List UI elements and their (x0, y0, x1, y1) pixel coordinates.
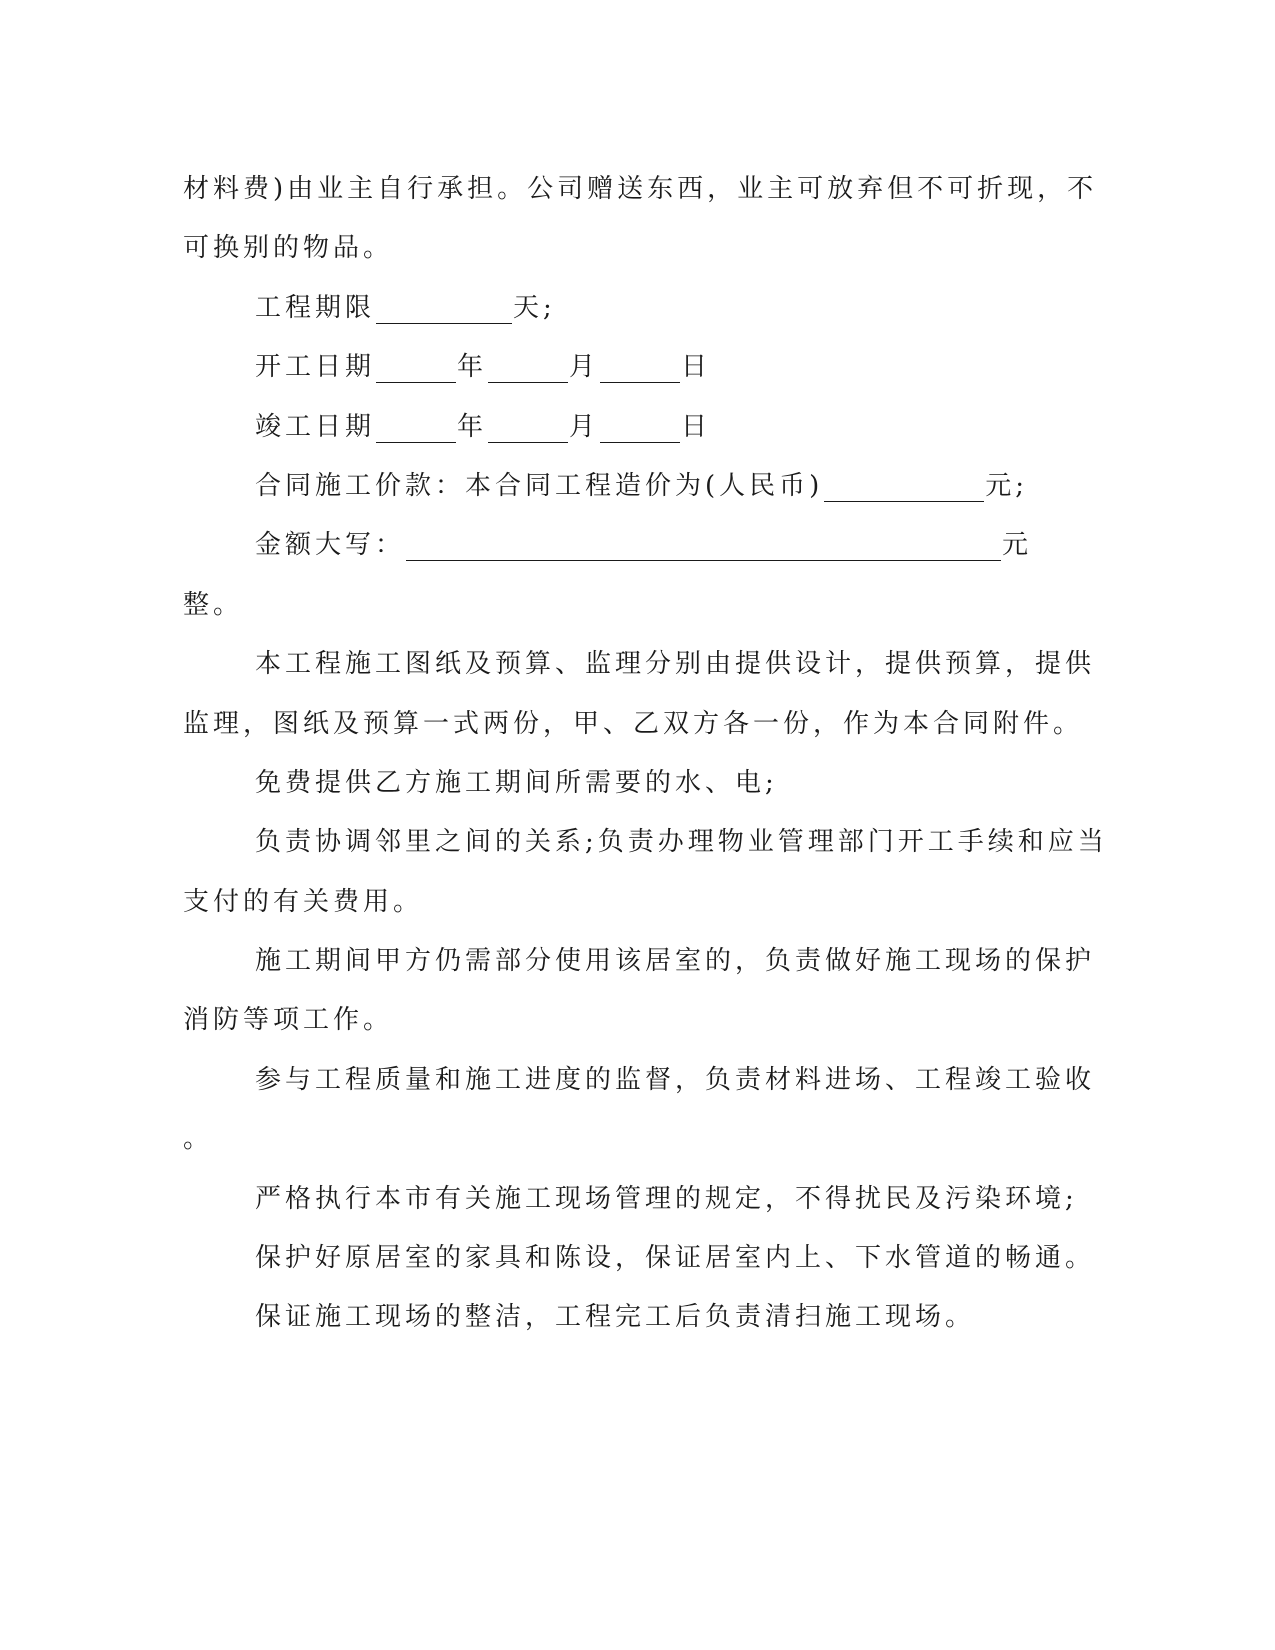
duration-unit: 天; (513, 292, 556, 323)
price-unit: 元; (985, 470, 1029, 501)
duration-blank[interactable] (376, 289, 512, 324)
end-month-unit: 月 (569, 411, 600, 442)
end-date-label: 竣工日期 (255, 411, 376, 442)
paragraph-line: 负责协调邻里之间的关系;负责办理物业管理部门开工手续和应当 (255, 827, 1108, 858)
start-day-blank[interactable] (600, 348, 680, 383)
start-month-unit: 月 (569, 352, 600, 383)
end-year-unit: 年 (457, 411, 488, 442)
text-line: 可换别的物品。 (183, 233, 394, 264)
amount-words-line (183, 516, 1043, 575)
paragraph-line: 保证施工现场的整洁，工程完工后负责清扫施工现场。 (255, 1302, 976, 1333)
end-date-line (183, 398, 1043, 457)
start-date-label: 开工日期 (255, 352, 376, 383)
paragraph-line: 保护好原居室的家具和陈设，保证居室内上、下水管道的畅通。 (255, 1243, 1096, 1274)
amount-words-tail: 整。 (183, 589, 244, 620)
paragraph-line: 。 (183, 1124, 214, 1155)
paragraph-line: 支付的有关费用。 (183, 886, 424, 917)
amount-words-blank[interactable] (406, 526, 1001, 561)
duration-line (183, 279, 1043, 338)
start-month-blank[interactable] (488, 348, 568, 383)
start-date-line (183, 338, 1043, 397)
text-line: 材料费)由业主自行承担。公司赠送东西，业主可放弃但不可折现，不 (183, 174, 1098, 204)
end-day-unit: 日 (681, 411, 712, 442)
paragraph-line: 严格执行本市有关施工现场管理的规定，不得扰民及污染环境; (255, 1183, 1078, 1214)
document-body (183, 160, 1108, 1348)
amount-words-label: 金额大写： (255, 530, 406, 561)
price-line (183, 457, 1043, 516)
paragraph-line: 本工程施工图纸及预算、监理分别由提供设计，提供预算，提供 (255, 649, 1096, 680)
paragraph-line: 参与工程质量和施工进度的监督，负责材料进场、工程竣工验收 (255, 1064, 1096, 1095)
paragraph-line: 监理，图纸及预算一式两份，甲、乙双方各一份，作为本合同附件。 (183, 708, 1084, 739)
end-month-blank[interactable] (488, 408, 568, 443)
start-day-unit: 日 (681, 352, 712, 383)
paragraph-line: 消防等项工作。 (183, 1005, 394, 1036)
price-label: 合同施工价款：本合同工程造价为(人民币) (255, 470, 824, 501)
amount-words-unit: 元 (1002, 530, 1033, 561)
start-year-blank[interactable] (376, 348, 456, 383)
paragraph-line: 施工期间甲方仍需部分使用该居室的，负责做好施工现场的保护 (255, 946, 1096, 977)
duration-label: 工程期限 (255, 292, 376, 323)
start-year-unit: 年 (457, 352, 488, 383)
price-blank[interactable] (824, 467, 984, 502)
end-year-blank[interactable] (376, 408, 456, 443)
paragraph-line: 免费提供乙方施工期间所需要的水、电; (255, 767, 778, 798)
end-day-blank[interactable] (600, 408, 680, 443)
